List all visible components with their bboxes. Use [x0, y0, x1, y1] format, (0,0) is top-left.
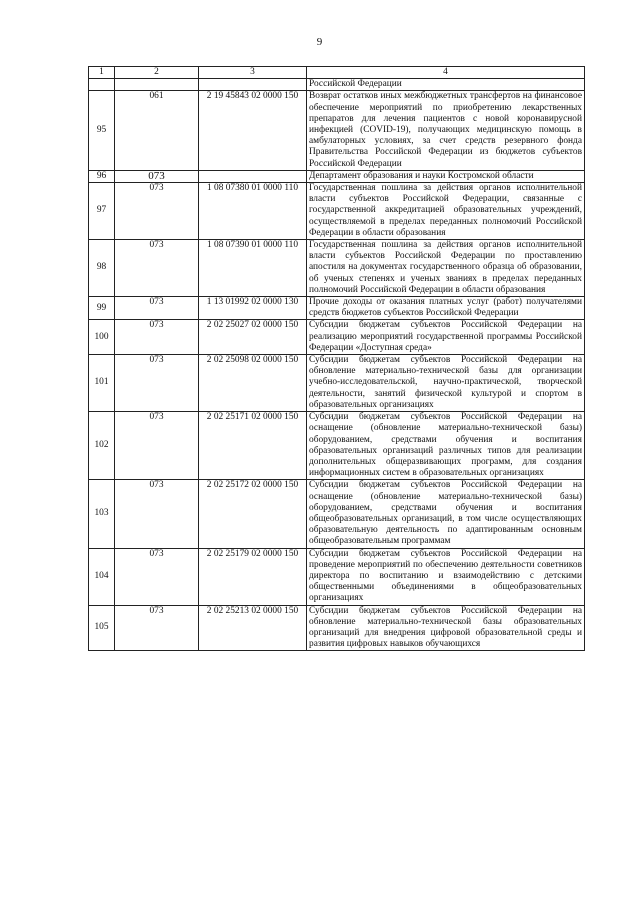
revenue-description-cell: Субсидии бюджетам субъектов Российской Федерации на реализацию мероприятий государственной программы Российской Федерации «Доступная среда» [307, 320, 585, 355]
revenue-description-cell: Департамент образования и науки Костромской области [307, 170, 585, 182]
table-row [89, 297, 585, 320]
header-cell: 2 [115, 67, 199, 79]
table-row [89, 170, 585, 182]
revenue-description-cell: Государственная пошлина за действия органов исполнительной власти субъектов Российской Федерации, связанные с государственной аккредитацией образовательных учреждений, осуществляемой в пределах переданных полномочий Российской Федерации в области образования [307, 183, 585, 240]
continuation-text: Российской Федерации [307, 79, 585, 91]
row-number-cell: 105 [89, 605, 115, 651]
table-row [89, 605, 585, 651]
revenue-codes-table [88, 66, 585, 651]
table-row [89, 548, 585, 605]
table-row [89, 412, 585, 480]
continuation-row [89, 79, 585, 91]
revenue-description-cell: Субсидии бюджетам субъектов Российской Федерации на обновление материально-технической базы образовательных организаций для внедрения цифровой образовательной среды и развития цифровых навыков обучающихся [307, 605, 585, 651]
page-number: 9 [316, 36, 323, 48]
revenue-description-cell: Субсидии бюджетам субъектов Российской Федерации на оснащение (обновление материально-технической базы) оборудованием, средствами обучения и воспитания общеобразовательных организаций, в том числе осуществляющих образовательную деятельность по адаптированным основным общеобразовательным программам [307, 480, 585, 548]
revenue-description-cell: Субсидии бюджетам субъектов Российской Федерации на оснащение (обновление материально-технической базы) оборудованием, средствами обучения и воспитания образовательных организаций различных типов для реализации дополнительных общеразвивающих программ, для создания информационных систем в образовательных организациях [307, 412, 585, 480]
budget-classification-code-cell: 1 08 07390 01 0000 110 [199, 240, 307, 297]
row-number-cell: 101 [89, 355, 115, 412]
table-header-row [89, 67, 585, 79]
administrator-code-cell: 073 [115, 170, 199, 182]
budget-classification-code-cell: 2 02 25213 02 0000 150 [199, 605, 307, 651]
table-row [89, 91, 585, 170]
revenue-description-cell: Возврат остатков иных межбюджетных трансфертов на финансовое обеспечение мероприятий по приобретению лекарственных препаратов для лечения пациентов с новой коронавирусной инфекцией (COVID-19), получающих медицинскую помощь в амбулаторных условиях, за счет средств резервного фонда Правительства Российской Федерации из бюджетов субъектов Российской Федерации [307, 91, 585, 170]
budget-classification-code-cell: 2 02 25027 02 0000 150 [199, 320, 307, 355]
revenue-description-cell: Субсидии бюджетам субъектов Российской Федерации на обновление материально-технической базы для организации учебно-исследовательской, научно-практической, творческой деятельности, занятий физической культурой и спортом в образовательных организациях [307, 355, 585, 412]
header-cell: 3 [199, 67, 307, 79]
budget-classification-code-cell: 1 08 07380 01 0000 110 [199, 183, 307, 240]
budget-classification-code-cell: 2 19 45843 02 0000 150 [199, 91, 307, 170]
row-number-cell: 103 [89, 480, 115, 548]
administrator-code-cell: 073 [115, 320, 199, 355]
administrator-code-cell: 073 [115, 240, 199, 297]
header-cell: 4 [307, 67, 585, 79]
administrator-code-cell: 073 [115, 548, 199, 605]
row-number-cell: 104 [89, 548, 115, 605]
header-cell: 1 [89, 67, 115, 79]
row-number-cell: 97 [89, 183, 115, 240]
table-row [89, 320, 585, 355]
budget-classification-code-cell: 2 02 25171 02 0000 150 [199, 412, 307, 480]
row-number-cell: 102 [89, 412, 115, 480]
budget-classification-code-cell: 2 02 25098 02 0000 150 [199, 355, 307, 412]
row-number-cell: 96 [89, 170, 115, 182]
budget-classification-code-cell: 1 13 01992 02 0000 130 [199, 297, 307, 320]
revenue-description-cell: Государственная пошлина за действия органов исполнительной власти субъектов Российской Федерации по проставлению апостиля на документах государственного образца об образовании, об ученых степенях и ученых званиях в пределах переданных полномочий Российской Федерации в области образования [307, 240, 585, 297]
budget-classification-code-cell [199, 170, 307, 182]
administrator-code-cell: 073 [115, 183, 199, 240]
budget-classification-code-cell: 2 02 25179 02 0000 150 [199, 548, 307, 605]
administrator-code-cell: 073 [115, 480, 199, 548]
administrator-code-cell: 073 [115, 297, 199, 320]
administrator-code-cell: 073 [115, 605, 199, 651]
table-row [89, 480, 585, 548]
revenue-description-cell: Прочие доходы от оказания платных услуг (работ) получателями средств бюджетов субъектов Российской Федерации [307, 297, 585, 320]
administrator-code-cell: 073 [115, 412, 199, 480]
table-row [89, 355, 585, 412]
budget-classification-code-cell: 2 02 25172 02 0000 150 [199, 480, 307, 548]
table-row [89, 240, 585, 297]
row-number-cell: 100 [89, 320, 115, 355]
row-number-cell: 98 [89, 240, 115, 297]
row-number-cell: 99 [89, 297, 115, 320]
administrator-code-cell: 073 [115, 355, 199, 412]
row-number-cell: 95 [89, 91, 115, 170]
administrator-code-cell: 061 [115, 91, 199, 170]
table-row [89, 183, 585, 240]
revenue-description-cell: Субсидии бюджетам субъектов Российской Федерации на проведение мероприятий по обеспечению деятельности советников директора по воспитанию и взаимодействию с детскими общественными объединениями в общеобразовательных организациях [307, 548, 585, 605]
